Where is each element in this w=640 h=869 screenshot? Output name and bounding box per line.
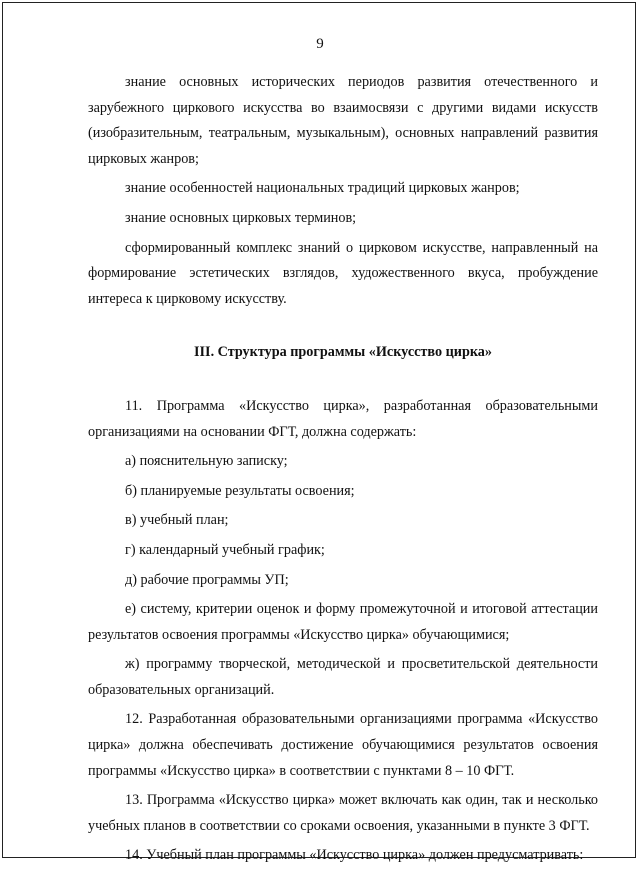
list-item-a: а) пояснительную записку; <box>125 453 288 470</box>
list-item-d: д) рабочие программы УП; <box>125 571 289 588</box>
paragraph-item-11: 11. Программа «Искусство цирка», разработанная образовательными организациями на основании ФГТ, должна содержать: <box>88 397 598 440</box>
paragraph-item-14: 14. Учебный план программы «Искусство цирка» должен предусматривать: <box>125 847 584 864</box>
list-item-zh: ж) программу творческой, методической и просветительской деятельности образовательных организаций. <box>88 656 598 698</box>
list-item-e: е) систему, критерии оценок и форму промежуточной и итоговой аттестации результатов освоения программы «Искусство цирка» обучающимися; <box>88 601 598 643</box>
paragraph-traditions-knowledge: знание особенностей национальных традиций цирковых жанров; <box>125 180 520 197</box>
page-number: 9 <box>316 36 324 52</box>
list-item-g: г) календарный учебный график; <box>125 541 325 558</box>
section-heading: III. Структура программы «Искусство цирка» <box>194 344 492 361</box>
paragraph-item-13: 13. Программа «Искусство цирка» может включать как один, так и несколько учебных планов в соответствии со сроками освоения, указанными в пункте 3 ФГТ. <box>88 792 598 834</box>
document-body <box>88 70 598 869</box>
paragraph-item-12: 12. Разработанная образовательными организациями программа «Искусство цирка» должна обеспечивать достижение обучающимися результатов освоения программы «Искусство цирка» в соответствии с пунктами 8 – 10 ФГТ. <box>88 711 598 779</box>
paragraph-history-knowledge: знание основных исторических периодов развития отечественного и зарубежного циркового искусства во взаимосвязи с другими видами искусств (изобразительным, театральным, музыкальным), основных направлений развития цирковых жанров; <box>88 74 598 167</box>
paragraph-terms-knowledge: знание основных цирковых терминов; <box>125 209 357 226</box>
list-item-v: в) учебный план; <box>125 512 229 529</box>
list-item-b: б) планируемые результаты освоения; <box>125 482 355 499</box>
paragraph-knowledge-complex: сформированный комплекс знаний о цирковом искусстве, направленный на формирование эстетических взглядов, художественного вкуса, пробуждение интереса к цирковому искусству. <box>88 239 598 307</box>
